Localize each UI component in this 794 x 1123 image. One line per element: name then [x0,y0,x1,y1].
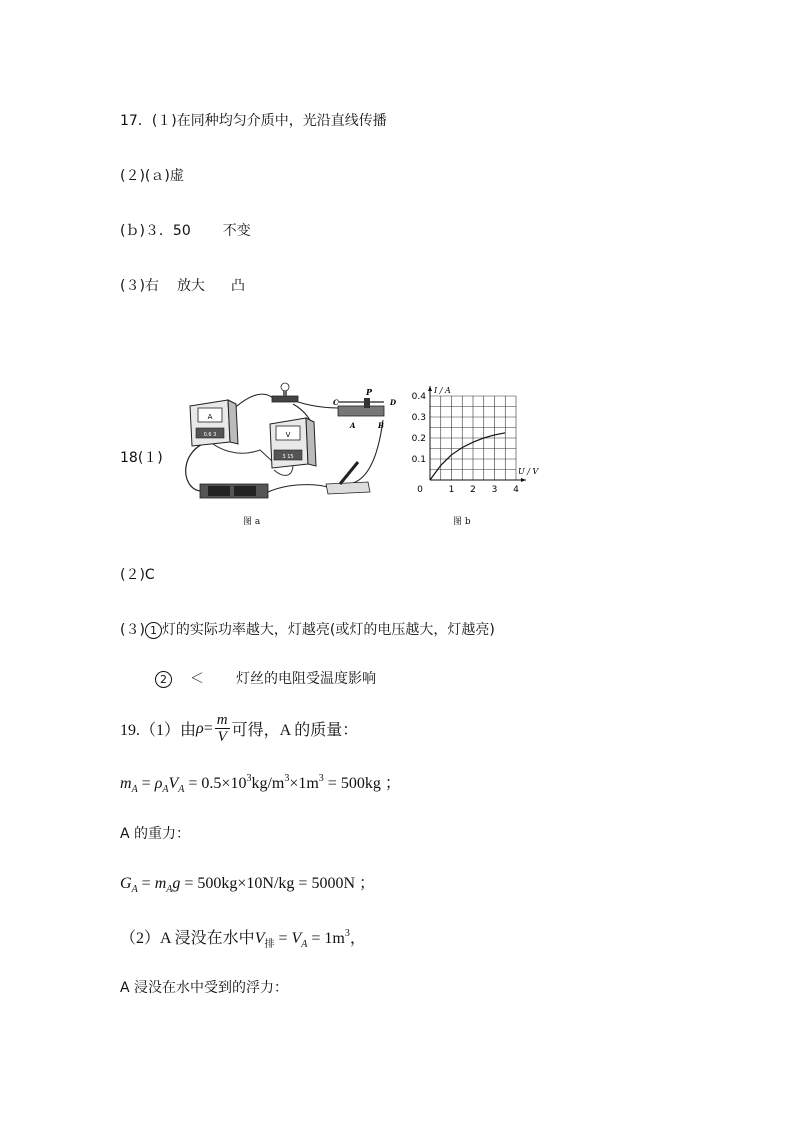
gravity-eq-rhs: = 500kg×10N/kg = 5000N ； [184,875,376,892]
q19-part2-intro: （2）A 浸没在水中 [120,930,255,947]
q19-part2-exp: 3 [344,928,350,939]
q19-intro-tail: 可得，A 的质量： [231,722,359,739]
rheostat-c: C [333,398,339,407]
q18-line-2: (２)C [120,567,155,583]
q19-part2-value: = 1m [311,930,345,947]
displaced-subscript: 排 [264,939,275,950]
mass-eq-exp3: 3 [318,773,324,784]
ammeter-terminals: 0.6 3 [203,432,217,438]
rheostat-p: P [366,387,373,397]
mass-eq-exp1: 3 [246,773,252,784]
fig-b-caption: 图 b [453,517,471,527]
lamp [272,383,298,402]
rheostat-b: B [378,421,384,430]
chart-grid [430,396,516,480]
y-axis-label: I / A [434,386,451,395]
iu-curve [430,433,505,480]
circled-number-1: 1 [145,622,162,639]
mass-eq-part4: = 500kg ； [323,775,401,792]
x-axis-arrow [521,478,526,482]
circuit-diagram [178,378,408,508]
y-tick-label: 0.3 [411,413,426,423]
x-tick-label: 3 [491,485,498,495]
fraction-denominator: V [217,729,227,745]
x-tick-label: 4 [513,485,519,495]
voltmeter [270,418,316,468]
x-axis-label: U / V [518,467,539,476]
rheostat-d: D [390,398,397,407]
mass-eq-part2: kg/m [251,775,285,792]
q18-label: 18(１) [120,450,163,466]
q17-line-4-dir: (３)右 [120,278,159,294]
q19-part2-tail: ， [349,930,366,947]
x-tick-label: 0 [417,485,423,495]
density-fraction [215,712,230,745]
q19-gravity-equation: $G_A = m_Ag = 500kg\times 10N/kg = 5000N$ ； [120,875,376,895]
chart-axes [428,386,526,482]
voltmeter-symbol: V [285,431,291,439]
q19-intro: 19.（1）由 [120,722,197,739]
x-tick-label: 1 [448,485,455,495]
x-tick-label: 2 [470,485,476,495]
q18-line-4-sign: ＜ [190,671,204,687]
y-tick-label: 0.1 [411,455,426,465]
mass-eq-part1: = 0.5×10 [188,775,247,792]
y-axis-arrow [428,386,432,391]
ammeter-symbol: A [207,413,213,421]
ammeter [190,400,238,446]
q19-line-2: （2）A 浸没在水中$V_排 = V_A = 1m^3$， [120,928,366,950]
q18-line-3 [120,619,495,639]
q18-line-3-num: (３) [120,622,145,638]
switch [326,462,370,494]
q17-line-4-image: 放大 [176,278,205,294]
q17-line-1: 17．(１)在同种均匀介质中，光沿直线传播 [120,113,387,129]
rheostat-a: A [350,421,356,430]
fraction-numerator: m [216,712,228,728]
q19-mass-equation: $m_A = \rho_AV_A = 0.5\times 10^3kg/m^3\times 1m^3 = 500kg$ ； [120,773,401,795]
q18-line-3-text: 灯的实际功率越大，灯越亮(或灯的电压越大，灯越亮) [161,622,495,638]
voltmeter-terminals: 3 15 [282,454,294,460]
circled-number-2: 2 [155,671,172,688]
q19-line-1: 19.（1）由 ρ = $\frac{m}{V}$ 可得，A 的质量： [120,712,359,745]
q17-line-4-lens: 凸 [230,278,245,294]
q17-line-3 [120,220,251,240]
battery [200,484,268,498]
q17-line-3-value: (ｂ)３．50 [120,223,191,239]
mass-eq-exp2: 3 [284,773,290,784]
q19-buoyancy-label: A 浸没在水中受到的浮力： [120,980,289,996]
chart-axis-labels [433,386,540,476]
rheostat [333,387,397,430]
q19-gravity-label: A 的重力： [120,826,191,842]
q17-line-4 [120,275,245,295]
rho-symbol: ρ [196,719,204,737]
q17-line-3-note: 不变 [222,223,251,239]
q18-line-4 [155,668,376,688]
chart-series [430,433,505,480]
y-tick-label: 0.4 [411,392,426,402]
iu-graph [408,380,539,500]
mass-eq-part3: ×1m [289,775,319,792]
y-tick-label: 0.2 [411,434,426,444]
q18-line-4-text: 灯丝的电阻受温度影响 [236,671,376,687]
q17-line-2: (２)(ａ)虚 [120,168,184,184]
fig-a-caption: 图 a [243,517,261,527]
